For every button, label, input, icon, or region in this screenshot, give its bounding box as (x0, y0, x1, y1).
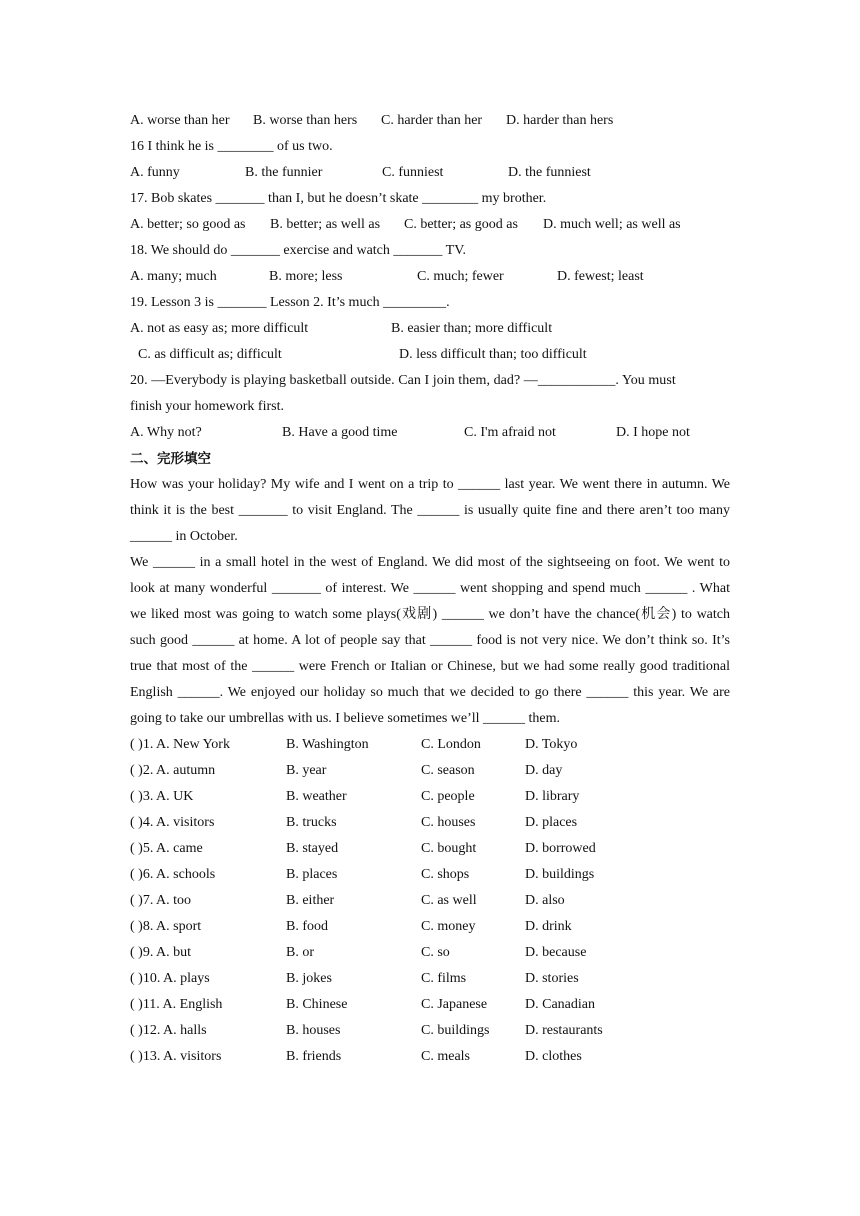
q20-option-a: A. Why not? (130, 425, 202, 440)
q20-stem-line1: 20. —Everybody is playing basketball outside. Can I join them, dad? —___________. You must (130, 373, 676, 388)
worksheet-page (130, 108, 730, 1070)
cloze-option-d: D. places (525, 815, 578, 830)
cloze-option-d: D. borrowed (525, 841, 596, 856)
cloze-option-b: B. friends (286, 1049, 342, 1064)
q16-options (130, 160, 730, 186)
cloze-question-number-option-a: ( )2. A. autumn (130, 763, 216, 778)
q16-option-c: C. funniest (382, 165, 444, 180)
cloze-option-b: B. or (286, 945, 314, 960)
cloze-option-c: C. houses (421, 815, 476, 830)
q17-option-c: C. better; as good as (404, 217, 518, 232)
q16-option-b: B. the funnier (245, 165, 323, 180)
q18-option-a: A. many; much (130, 269, 217, 284)
cloze-option-d: D. also (525, 893, 565, 908)
cloze-question-row (130, 940, 730, 966)
q16-stem: 16 I think he is ________ of us two. (130, 139, 333, 154)
cloze-option-b: B. Washington (286, 737, 369, 752)
q20-options (130, 420, 730, 446)
q17-option-d: D. much well; as well as (543, 217, 681, 232)
q17-option-a: A. better; so good as (130, 217, 246, 232)
cloze-option-b: B. weather (286, 789, 347, 804)
cloze-option-c: C. Japanese (421, 997, 488, 1012)
cloze-question-row (130, 1018, 730, 1044)
q17-stem: 17. Bob skates _______ than I, but he doesn’t skate ________ my brother. (130, 191, 547, 206)
cloze-option-b: B. food (286, 919, 328, 934)
q17-option-b: B. better; as well as (270, 217, 381, 232)
cloze-option-d: D. buildings (525, 867, 595, 882)
q18-options (130, 264, 730, 290)
q15-option-d: D. harder than hers (506, 113, 614, 128)
cloze-question-number-option-a: ( )9. A. but (130, 945, 192, 960)
cloze-option-d: D. day (525, 763, 563, 778)
cloze-option-b: B. either (286, 893, 335, 908)
q19-option-d: D. less difficult than; too difficult (399, 347, 587, 362)
q19-stem: 19. Lesson 3 is _______ Lesson 2. It’s much _________. (130, 295, 450, 310)
cloze-paragraph-2: We ______ in a small hotel in the west of England. We did most of the sightseeing on foot. We went to look at many wonderful _______ of interest. We ______ went shopping and spend much ______ . What we liked most was going to watch some plays(戏剧) ______ we don’t have the chance(机会) to watch such good ______ at home. A lot of people say that ______ food is not very nice. We don’t think so. It’s true that most of the ______ were French or Italian or Chinese, but we had some really good traditional English ______. We enjoyed our holiday so much that we decided to go there ______ this year. We are going to take our umbrellas with us. I believe sometimes we’ll ______ them. (130, 555, 730, 726)
q17-options (130, 212, 730, 238)
cloze-question-number-option-a: ( )6. A. schools (130, 867, 216, 882)
cloze-question-row (130, 1044, 730, 1070)
cloze-option-d: D. clothes (525, 1049, 582, 1064)
cloze-question-row (130, 888, 730, 914)
q18-option-b: B. more; less (269, 269, 343, 284)
q19-option-c: C. as difficult as; difficult (138, 347, 282, 362)
q15-option-c: C. harder than her (381, 113, 483, 128)
cloze-option-c: C. London (421, 737, 481, 752)
cloze-option-b: B. Chinese (286, 997, 348, 1012)
cloze-option-b: B. jokes (286, 971, 332, 986)
cloze-option-c: C. as well (421, 893, 477, 908)
cloze-option-d: D. Tokyo (525, 737, 578, 752)
cloze-question-row (130, 862, 730, 888)
cloze-option-b: B. trucks (286, 815, 337, 830)
cloze-option-d: D. drink (525, 919, 572, 934)
cloze-option-c: C. bought (421, 841, 477, 856)
cloze-option-c: C. meals (421, 1049, 470, 1064)
cloze-option-b: B. stayed (286, 841, 339, 856)
cloze-option-b: B. places (286, 867, 338, 882)
q19-options-row1 (130, 316, 730, 342)
cloze-option-c: C. shops (421, 867, 470, 882)
q18-stem: 18. We should do _______ exercise and watch _______ TV. (130, 243, 466, 258)
q15-option-b: B. worse than hers (253, 113, 358, 128)
cloze-question-number-option-a: ( )12. A. halls (130, 1023, 207, 1038)
cloze-question-row (130, 810, 730, 836)
q19-option-b: B. easier than; more difficult (391, 321, 553, 336)
cloze-question-number-option-a: ( )5. A. came (130, 841, 203, 856)
cloze-option-c: C. people (421, 789, 475, 804)
q20-option-b: B. Have a good time (282, 425, 398, 440)
q16-option-a: A. funny (130, 165, 180, 180)
cloze-question-number-option-a: ( )7. A. too (130, 893, 192, 908)
cloze-option-d: D. because (525, 945, 587, 960)
cloze-question-number-option-a: ( )1. A. New York (130, 737, 230, 752)
cloze-question-number-option-a: ( )11. A. English (130, 997, 223, 1012)
cloze-question-row (130, 966, 730, 992)
cloze-question-row (130, 784, 730, 810)
q20-option-c: C. I'm afraid not (464, 425, 556, 440)
q15-option-a: A. worse than her (130, 113, 230, 128)
cloze-option-b: B. year (286, 763, 327, 778)
cloze-question-number-option-a: ( )8. A. sport (130, 919, 202, 934)
cloze-option-c: C. buildings (421, 1023, 490, 1038)
cloze-question-row (130, 836, 730, 862)
cloze-option-c: C. so (421, 945, 450, 960)
section-heading-cloze: 二、完形填空 (130, 451, 211, 467)
q15-options (130, 108, 730, 134)
cloze-question-number-option-a: ( )10. A. plays (130, 971, 210, 986)
cloze-option-d: D. restaurants (525, 1023, 603, 1038)
cloze-question-number-option-a: ( )13. A. visitors (130, 1049, 222, 1064)
cloze-option-c: C. films (421, 971, 467, 986)
cloze-option-d: D. Canadian (525, 997, 595, 1012)
q18-option-c: C. much; fewer (417, 269, 504, 284)
cloze-question-row (130, 732, 730, 758)
cloze-option-d: D. stories (525, 971, 579, 986)
cloze-options-list (130, 732, 730, 1070)
cloze-paragraph-1: How was your holiday? My wife and I went on a trip to ______ last year. We went there in autumn. We think it is the best _______ to visit England. The ______ is usually quite fine and there aren’t too many ______ in October. (130, 477, 730, 544)
q20-stem-line2: finish your homework first. (130, 399, 284, 414)
cloze-option-b: B. houses (286, 1023, 341, 1038)
cloze-question-row (130, 992, 730, 1018)
cloze-question-number-option-a: ( )3. A. UK (130, 789, 194, 804)
cloze-option-d: D. library (525, 789, 580, 804)
cloze-question-row (130, 914, 730, 940)
cloze-question-number-option-a: ( )4. A. visitors (130, 815, 215, 830)
q18-option-d: D. fewest; least (557, 269, 644, 284)
q19-option-a: A. not as easy as; more difficult (130, 321, 309, 336)
q20-option-d: D. I hope not (616, 425, 690, 440)
q19-options-row2 (130, 342, 730, 368)
q16-option-d: D. the funniest (508, 165, 591, 180)
cloze-option-c: C. money (421, 919, 476, 934)
cloze-option-c: C. season (421, 763, 475, 778)
cloze-question-row (130, 758, 730, 784)
